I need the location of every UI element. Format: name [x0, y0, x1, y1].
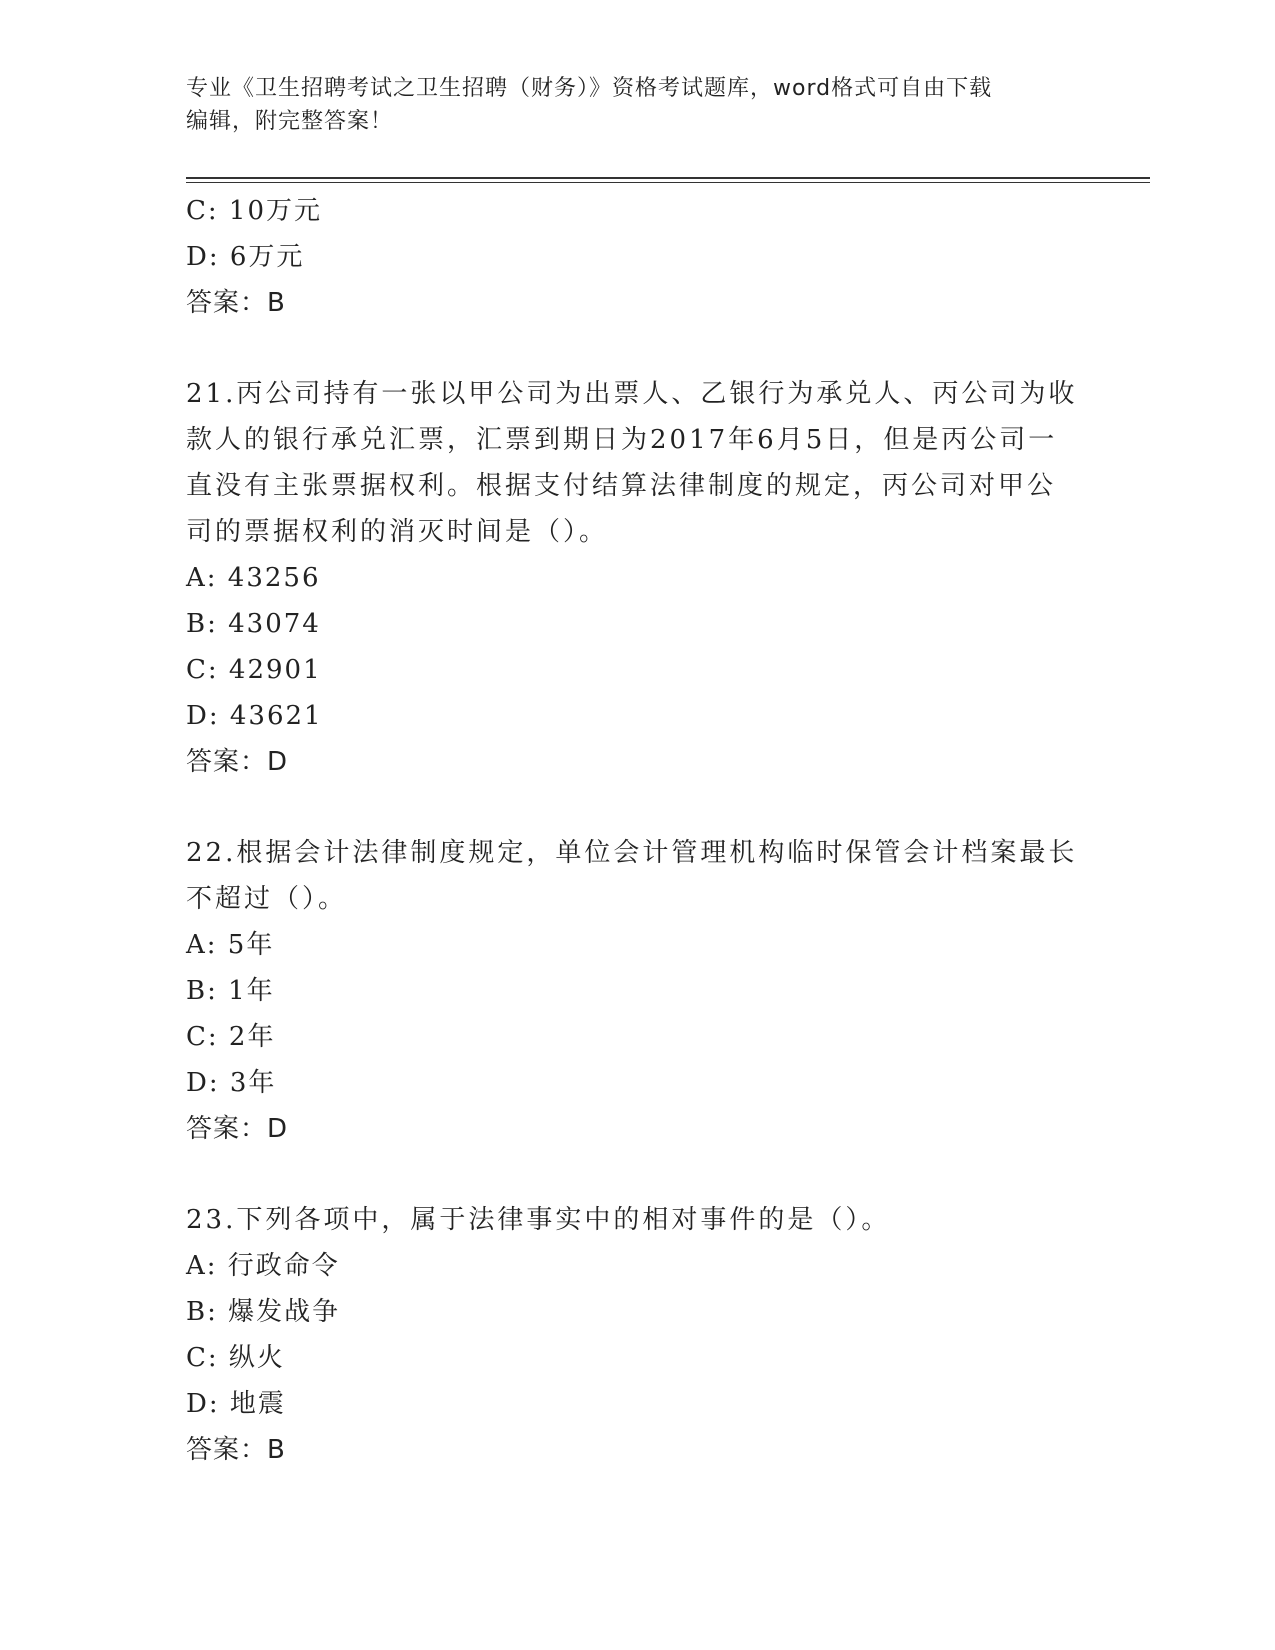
header-divider-thin: [186, 182, 1150, 183]
document-header: [186, 72, 1066, 138]
option-d: D: 43621: [186, 701, 323, 731]
previous-question-tail: [186, 188, 1086, 326]
option-b: B: 爆发战争: [186, 1297, 341, 1327]
answer-line: 答案：B: [186, 1435, 286, 1465]
option-d: D: 地震: [186, 1389, 286, 1419]
option-c: C: 2年: [186, 1022, 276, 1052]
option-a: A: 5年: [186, 930, 275, 960]
question-23: [186, 1197, 1086, 1473]
option-c: C: 纵火: [186, 1343, 285, 1373]
question-text-line: 21.丙公司持有一张以甲公司为出票人、乙银行为承兑人、丙公司为收: [186, 379, 1078, 409]
question-text-line: 不超过（）。: [186, 884, 348, 914]
question-text-line: 款人的银行承兑汇票，汇票到期日为2017年6月5日，但是丙公司一: [186, 425, 1058, 455]
header-divider-thick: [186, 177, 1150, 179]
question-text-line: 23.下列各项中，属于法律事实中的相对事件的是（）。: [186, 1205, 891, 1235]
question-text-line: 直没有主张票据权利。根据支付结算法律制度的规定，丙公司对甲公: [186, 471, 1057, 501]
question-21: [186, 371, 1086, 785]
option-b: B: 1年: [186, 976, 275, 1006]
option-c: C: 10万元: [186, 196, 323, 226]
question-22: [186, 830, 1086, 1152]
question-text-line: 司的票据权利的消灭时间是（）。: [186, 517, 609, 547]
document-body: [186, 188, 1086, 1473]
option-c: C: 42901: [186, 655, 322, 685]
option-a: A: 行政命令: [186, 1251, 340, 1281]
header-line-1: 专业《卫生招聘考试之卫生招聘（财务）》资格考试题库，word格式可自由下载: [186, 76, 993, 101]
option-a: A: 43256: [186, 563, 321, 593]
header-line-2: 编辑，附完整答案！: [186, 109, 394, 134]
answer-line: 答案：D: [186, 747, 289, 777]
answer-line: 答案：D: [186, 1114, 289, 1144]
answer-line: 答案：B: [186, 288, 286, 318]
question-text-line: 22.根据会计法律制度规定，单位会计管理机构临时保管会计档案最长: [186, 838, 1078, 868]
option-d: D: 3年: [186, 1068, 277, 1098]
option-d: D: 6万元: [186, 242, 305, 272]
option-b: B: 43074: [186, 609, 321, 639]
